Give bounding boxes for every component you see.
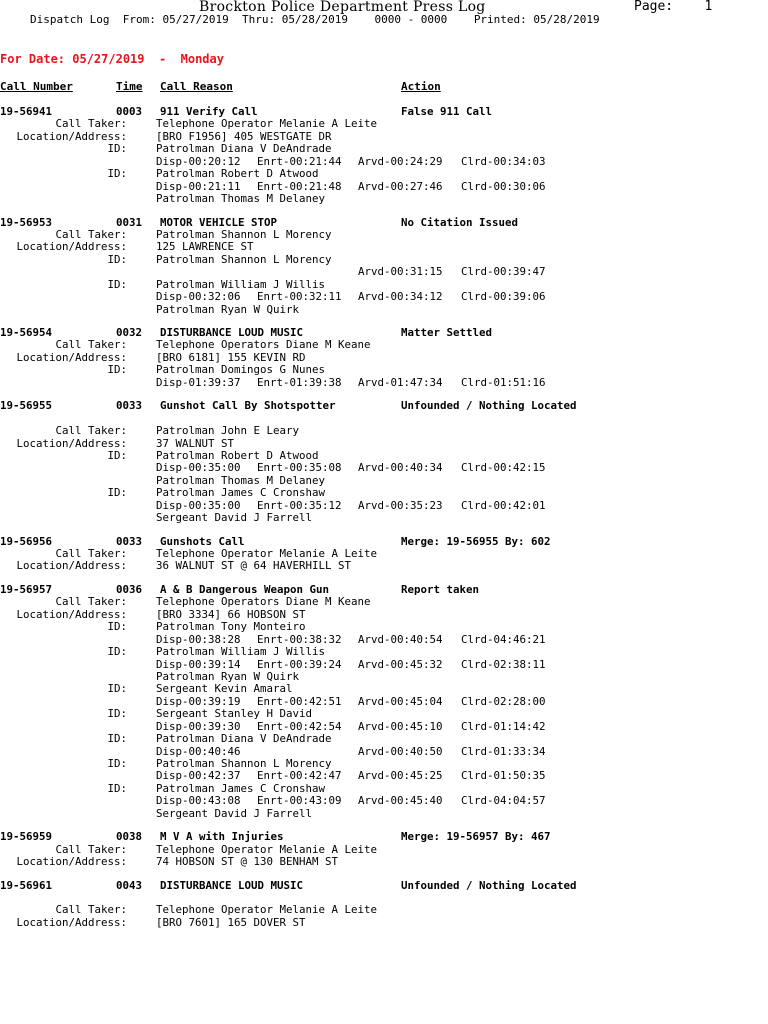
detail-row bbox=[0, 118, 768, 130]
arrived-time: Arvd-00:45:04 bbox=[358, 694, 443, 708]
arrived-time: Arvd-00:31:15 bbox=[358, 265, 443, 279]
call-action: False 911 Call bbox=[401, 105, 493, 118]
arrived-time: Arvd-01:47:34 bbox=[358, 375, 443, 389]
enroute-time: Enrt-00:35:12 bbox=[257, 498, 342, 512]
arrived-time: Arvd-00:40:54 bbox=[358, 632, 443, 646]
detail-label: ID: bbox=[107, 732, 127, 746]
call-record-header bbox=[0, 880, 768, 892]
dispatched-time: Disp-00:20:12 bbox=[156, 154, 241, 168]
timestamp-row bbox=[0, 462, 768, 474]
detail-label: ID: bbox=[107, 486, 127, 500]
dispatch-records bbox=[0, 106, 768, 940]
detail-label: ID: bbox=[107, 707, 127, 721]
call-action: No Citation Issued bbox=[401, 215, 519, 229]
detail-row bbox=[0, 512, 768, 524]
call-record bbox=[0, 880, 768, 930]
enroute-time: Enrt-00:42:47 bbox=[257, 769, 342, 783]
cleared-time: Clrd-00:30:06 bbox=[461, 179, 546, 193]
detail-value: Telephone Operator Melanie A Leite bbox=[156, 547, 378, 560]
call-action: Matter Settled bbox=[401, 326, 493, 339]
detail-value: Patrolman Shannon L Morency bbox=[156, 252, 332, 266]
detail-value: [BRO 6181] 155 KEVIN RD bbox=[156, 350, 306, 364]
cleared-time: Clrd-01:14:42 bbox=[461, 719, 546, 733]
call-reason: M V A with Injuries bbox=[160, 830, 284, 844]
call-number: 19-56941 bbox=[0, 105, 53, 118]
detail-value: Telephone Operators Diane M Keane bbox=[156, 338, 371, 352]
page-title: Brockton Police Department Press Log bbox=[199, 0, 486, 15]
detail-value: Patrolman Shannon L Morency bbox=[156, 757, 332, 770]
call-time: 0038 bbox=[116, 830, 143, 844]
dispatched-time: Disp-00:43:08 bbox=[156, 794, 241, 808]
cleared-time: Clrd-01:33:34 bbox=[461, 744, 546, 758]
call-action: Merge: 19-56957 By: 467 bbox=[401, 830, 551, 844]
dispatched-time: Disp-00:40:46 bbox=[156, 744, 241, 758]
call-number: 19-56955 bbox=[0, 399, 53, 413]
detail-value: Patrolman Thomas M Delaney bbox=[156, 473, 326, 487]
page-number bbox=[634, 0, 712, 14]
cleared-time: Clrd-01:51:16 bbox=[461, 375, 546, 389]
detail-label: Location/Address: bbox=[16, 436, 127, 450]
detail-row bbox=[0, 733, 768, 745]
call-record bbox=[0, 106, 768, 206]
detail-label: Location/Address: bbox=[16, 240, 127, 254]
call-time: 0036 bbox=[116, 582, 143, 596]
printed-date: 05/28/2019 bbox=[533, 13, 600, 26]
call-time: 0033 bbox=[116, 534, 143, 548]
detail-value: Patrolman William J Willis bbox=[156, 645, 326, 659]
detail-label: ID: bbox=[107, 781, 127, 795]
call-record bbox=[0, 400, 768, 524]
detail-row bbox=[0, 487, 768, 499]
arrived-time: Arvd-00:45:25 bbox=[358, 769, 443, 783]
detail-label: Location/Address: bbox=[16, 855, 127, 869]
arrived-time: Arvd-00:45:32 bbox=[358, 657, 443, 671]
arrived-time: Arvd-00:24:29 bbox=[358, 154, 443, 168]
detail-label: ID: bbox=[107, 682, 127, 696]
cleared-time: Clrd-00:34:03 bbox=[461, 154, 546, 168]
detail-label: Call Taker: bbox=[55, 117, 127, 131]
dispatch-log-label: Dispatch Log bbox=[30, 13, 110, 26]
call-action: Unfounded / Nothing Located bbox=[401, 878, 577, 892]
dispatched-time: Disp-00:42:37 bbox=[156, 769, 241, 783]
detail-value: Patrolman William J Willis bbox=[156, 277, 326, 291]
detail-value: Sergeant Stanley H David bbox=[156, 707, 313, 721]
call-time: 0043 bbox=[116, 878, 143, 892]
detail-row bbox=[0, 339, 768, 351]
detail-label: ID: bbox=[107, 757, 127, 770]
cleared-time: Clrd-04:46:21 bbox=[461, 632, 546, 646]
thru-date: 05/28/2019 bbox=[281, 13, 348, 26]
detail-value: Telephone Operators Diane M Keane bbox=[156, 595, 371, 609]
detail-value: Telephone Operator Melanie A Leite bbox=[156, 117, 378, 131]
timestamp-row bbox=[0, 377, 768, 389]
page-number-value: 1 bbox=[704, 0, 713, 14]
dispatched-time: Disp-00:21:11 bbox=[156, 179, 241, 193]
detail-label: ID: bbox=[107, 142, 127, 156]
detail-row bbox=[0, 193, 768, 205]
detail-value: Sergeant David J Farrell bbox=[156, 806, 313, 820]
enroute-time: Enrt-00:43:09 bbox=[257, 794, 342, 808]
enroute-time: Enrt-00:21:44 bbox=[257, 154, 342, 168]
detail-label: ID: bbox=[107, 645, 127, 659]
detail-label: Call Taker: bbox=[55, 903, 127, 917]
detail-row bbox=[0, 241, 768, 253]
call-time: 0033 bbox=[116, 399, 143, 413]
call-time: 0031 bbox=[116, 215, 143, 229]
for-date-heading: For Date: 05/27/2019 - Monday bbox=[0, 52, 224, 66]
detail-row bbox=[0, 364, 768, 376]
detail-value: [BRO 7601] 165 DOVER ST bbox=[156, 915, 306, 929]
detail-value: Patrolman James C Cronshaw bbox=[156, 486, 326, 500]
call-record bbox=[0, 327, 768, 389]
detail-value: 36 WALNUT ST @ 64 HAVERHILL ST bbox=[156, 559, 352, 573]
dispatched-time: Disp-01:39:37 bbox=[156, 375, 241, 389]
detail-label: Call Taker: bbox=[55, 338, 127, 352]
detail-row bbox=[0, 708, 768, 720]
arrived-time: Arvd-00:34:12 bbox=[358, 290, 443, 304]
thru-label: Thru: bbox=[241, 13, 276, 26]
call-action: Report taken bbox=[401, 582, 480, 596]
detail-label: ID: bbox=[107, 252, 127, 266]
call-record bbox=[0, 831, 768, 868]
call-time: 0003 bbox=[116, 105, 143, 118]
arrived-time: Arvd-00:27:46 bbox=[358, 179, 443, 193]
detail-label: Location/Address: bbox=[16, 129, 127, 143]
call-record-header bbox=[0, 400, 768, 412]
timestamp-row bbox=[0, 795, 768, 807]
detail-value: Patrolman Thomas M Delaney bbox=[156, 192, 326, 206]
call-reason: DISTURBANCE LOUD MUSIC bbox=[160, 326, 304, 339]
detail-row bbox=[0, 683, 768, 695]
column-header-time: Time bbox=[116, 80, 143, 93]
detail-row bbox=[0, 808, 768, 820]
detail-row bbox=[0, 304, 768, 316]
detail-label: ID: bbox=[107, 363, 127, 377]
detail-value: 74 HOBSON ST @ 130 BENHAM ST bbox=[156, 855, 339, 869]
call-reason: MOTOR VEHICLE STOP bbox=[160, 215, 278, 229]
cleared-time: Clrd-00:42:15 bbox=[461, 461, 546, 475]
detail-label: Location/Address: bbox=[16, 915, 127, 929]
call-reason: Gunshots Call bbox=[160, 534, 245, 548]
detail-label: Location/Address: bbox=[16, 350, 127, 364]
detail-value: Sergeant David J Farrell bbox=[156, 511, 313, 525]
timestamp-row bbox=[0, 266, 768, 278]
timestamp-row bbox=[0, 770, 768, 782]
call-record bbox=[0, 584, 768, 820]
time-range: 0000 - 0000 bbox=[374, 13, 448, 26]
detail-label: ID: bbox=[107, 448, 127, 462]
detail-row bbox=[0, 596, 768, 608]
detail-value: 125 LAWRENCE ST bbox=[156, 240, 254, 254]
detail-value: Patrolman Shannon L Morency bbox=[156, 227, 332, 241]
detail-value: Patrolman Diana V DeAndrade bbox=[156, 732, 332, 746]
detail-label: Location/Address: bbox=[16, 607, 127, 621]
detail-row bbox=[0, 621, 768, 633]
call-number: 19-56953 bbox=[0, 215, 53, 229]
detail-label: ID: bbox=[107, 620, 127, 634]
detail-label: Call Taker: bbox=[55, 842, 127, 856]
dispatched-time: Disp-00:39:30 bbox=[156, 719, 241, 733]
detail-row bbox=[0, 646, 768, 658]
timestamp-row bbox=[0, 500, 768, 512]
timestamp-row bbox=[0, 659, 768, 671]
call-action: Unfounded / Nothing Located bbox=[401, 399, 577, 413]
enroute-time: Enrt-00:42:51 bbox=[257, 694, 342, 708]
arrived-time: Arvd-00:40:50 bbox=[358, 744, 443, 758]
detail-value: Patrolman Ryan W Quirk bbox=[156, 669, 300, 683]
detail-value: Patrolman Robert D Atwood bbox=[156, 448, 319, 462]
detail-label: Call Taker: bbox=[55, 595, 127, 609]
enroute-time: Enrt-00:32:11 bbox=[257, 290, 342, 304]
detail-value: Patrolman Domingos G Nunes bbox=[156, 363, 326, 377]
call-reason: A & B Dangerous Weapon Gun bbox=[160, 582, 330, 596]
enroute-time: Enrt-00:39:24 bbox=[257, 657, 342, 671]
dispatched-time: Disp-00:35:00 bbox=[156, 498, 241, 512]
call-record bbox=[0, 536, 768, 573]
dispatched-time: Disp-00:39:14 bbox=[156, 657, 241, 671]
call-reason: DISTURBANCE LOUD MUSIC bbox=[160, 878, 304, 892]
detail-value: 37 WALNUT ST bbox=[156, 436, 235, 450]
call-reason: 911 Verify Call bbox=[160, 105, 258, 118]
call-number: 19-56959 bbox=[0, 830, 53, 844]
detail-row bbox=[0, 168, 768, 180]
timestamp-row bbox=[0, 291, 768, 303]
detail-value: Patrolman James C Cronshaw bbox=[156, 781, 326, 795]
detail-value: Patrolman Tony Monteiro bbox=[156, 620, 306, 634]
detail-value: Sergeant Kevin Amaral bbox=[156, 682, 293, 696]
dispatched-time: Disp-00:35:00 bbox=[156, 461, 241, 475]
call-number: 19-56957 bbox=[0, 582, 53, 596]
detail-value: Patrolman John E Leary bbox=[156, 424, 300, 438]
column-header-call-number: Call Number bbox=[0, 80, 73, 93]
detail-row bbox=[0, 856, 768, 868]
detail-label: Location/Address: bbox=[16, 559, 127, 573]
enroute-time: Enrt-00:38:32 bbox=[257, 632, 342, 646]
detail-value: Telephone Operator Melanie A Leite bbox=[156, 903, 378, 917]
detail-value: [BRO 3334] 66 HOBSON ST bbox=[156, 607, 306, 621]
detail-row bbox=[0, 904, 768, 916]
call-number: 19-56954 bbox=[0, 326, 53, 339]
arrived-time: Arvd-00:45:10 bbox=[358, 719, 443, 733]
enroute-time: Enrt-00:21:48 bbox=[257, 179, 342, 193]
call-number: 19-56961 bbox=[0, 878, 53, 892]
call-action: Merge: 19-56955 By: 602 bbox=[401, 534, 551, 548]
detail-value: Telephone Operator Melanie A Leite bbox=[156, 842, 378, 856]
printed-label: Printed: bbox=[473, 13, 527, 26]
cleared-time: Clrd-00:39:47 bbox=[461, 265, 546, 279]
detail-label: Call Taker: bbox=[55, 547, 127, 560]
detail-label: ID: bbox=[107, 277, 127, 291]
from-label: From: bbox=[122, 13, 156, 26]
arrived-time: Arvd-00:45:40 bbox=[358, 794, 443, 808]
detail-row bbox=[0, 425, 768, 437]
cleared-time: Clrd-02:28:00 bbox=[461, 694, 546, 708]
call-number: 19-56956 bbox=[0, 534, 53, 548]
cleared-time: Clrd-01:50:35 bbox=[461, 769, 546, 783]
enroute-time: Enrt-00:35:08 bbox=[257, 461, 342, 475]
log-subheader bbox=[30, 13, 600, 26]
cleared-time: Clrd-00:42:01 bbox=[461, 498, 546, 512]
dispatched-time: Disp-00:32:06 bbox=[156, 290, 241, 304]
cleared-time: Clrd-00:39:06 bbox=[461, 290, 546, 304]
detail-label: Call Taker: bbox=[55, 424, 127, 438]
detail-row bbox=[0, 560, 768, 572]
detail-row bbox=[0, 143, 768, 155]
cleared-time: Clrd-04:04:57 bbox=[461, 794, 546, 808]
call-record-header bbox=[0, 831, 768, 843]
dispatched-time: Disp-00:39:19 bbox=[156, 694, 241, 708]
enroute-time: Enrt-01:39:38 bbox=[257, 375, 342, 389]
call-reason: Gunshot Call By Shotspotter bbox=[160, 399, 336, 413]
detail-value: Patrolman Ryan W Quirk bbox=[156, 302, 300, 316]
page-label: Page: bbox=[634, 0, 674, 14]
detail-label: Call Taker: bbox=[55, 227, 127, 241]
detail-value: Patrolman Robert D Atwood bbox=[156, 167, 319, 181]
cleared-time: Clrd-02:38:11 bbox=[461, 657, 546, 671]
call-time: 0032 bbox=[116, 326, 143, 339]
arrived-time: Arvd-00:35:23 bbox=[358, 498, 443, 512]
detail-value: [BRO F1956] 405 WESTGATE DR bbox=[156, 129, 332, 143]
arrived-time: Arvd-00:40:34 bbox=[358, 461, 443, 475]
call-record bbox=[0, 217, 768, 317]
enroute-time: Enrt-00:42:54 bbox=[257, 719, 342, 733]
from-date: 05/27/2019 bbox=[162, 13, 229, 26]
detail-value: Patrolman Diana V DeAndrade bbox=[156, 142, 332, 156]
column-header-action: Action bbox=[401, 80, 441, 93]
dispatched-time: Disp-00:38:28 bbox=[156, 632, 241, 646]
column-header-call-reason: Call Reason bbox=[160, 80, 233, 93]
detail-row bbox=[0, 917, 768, 929]
detail-label: ID: bbox=[107, 167, 127, 181]
timestamp-row bbox=[0, 181, 768, 193]
